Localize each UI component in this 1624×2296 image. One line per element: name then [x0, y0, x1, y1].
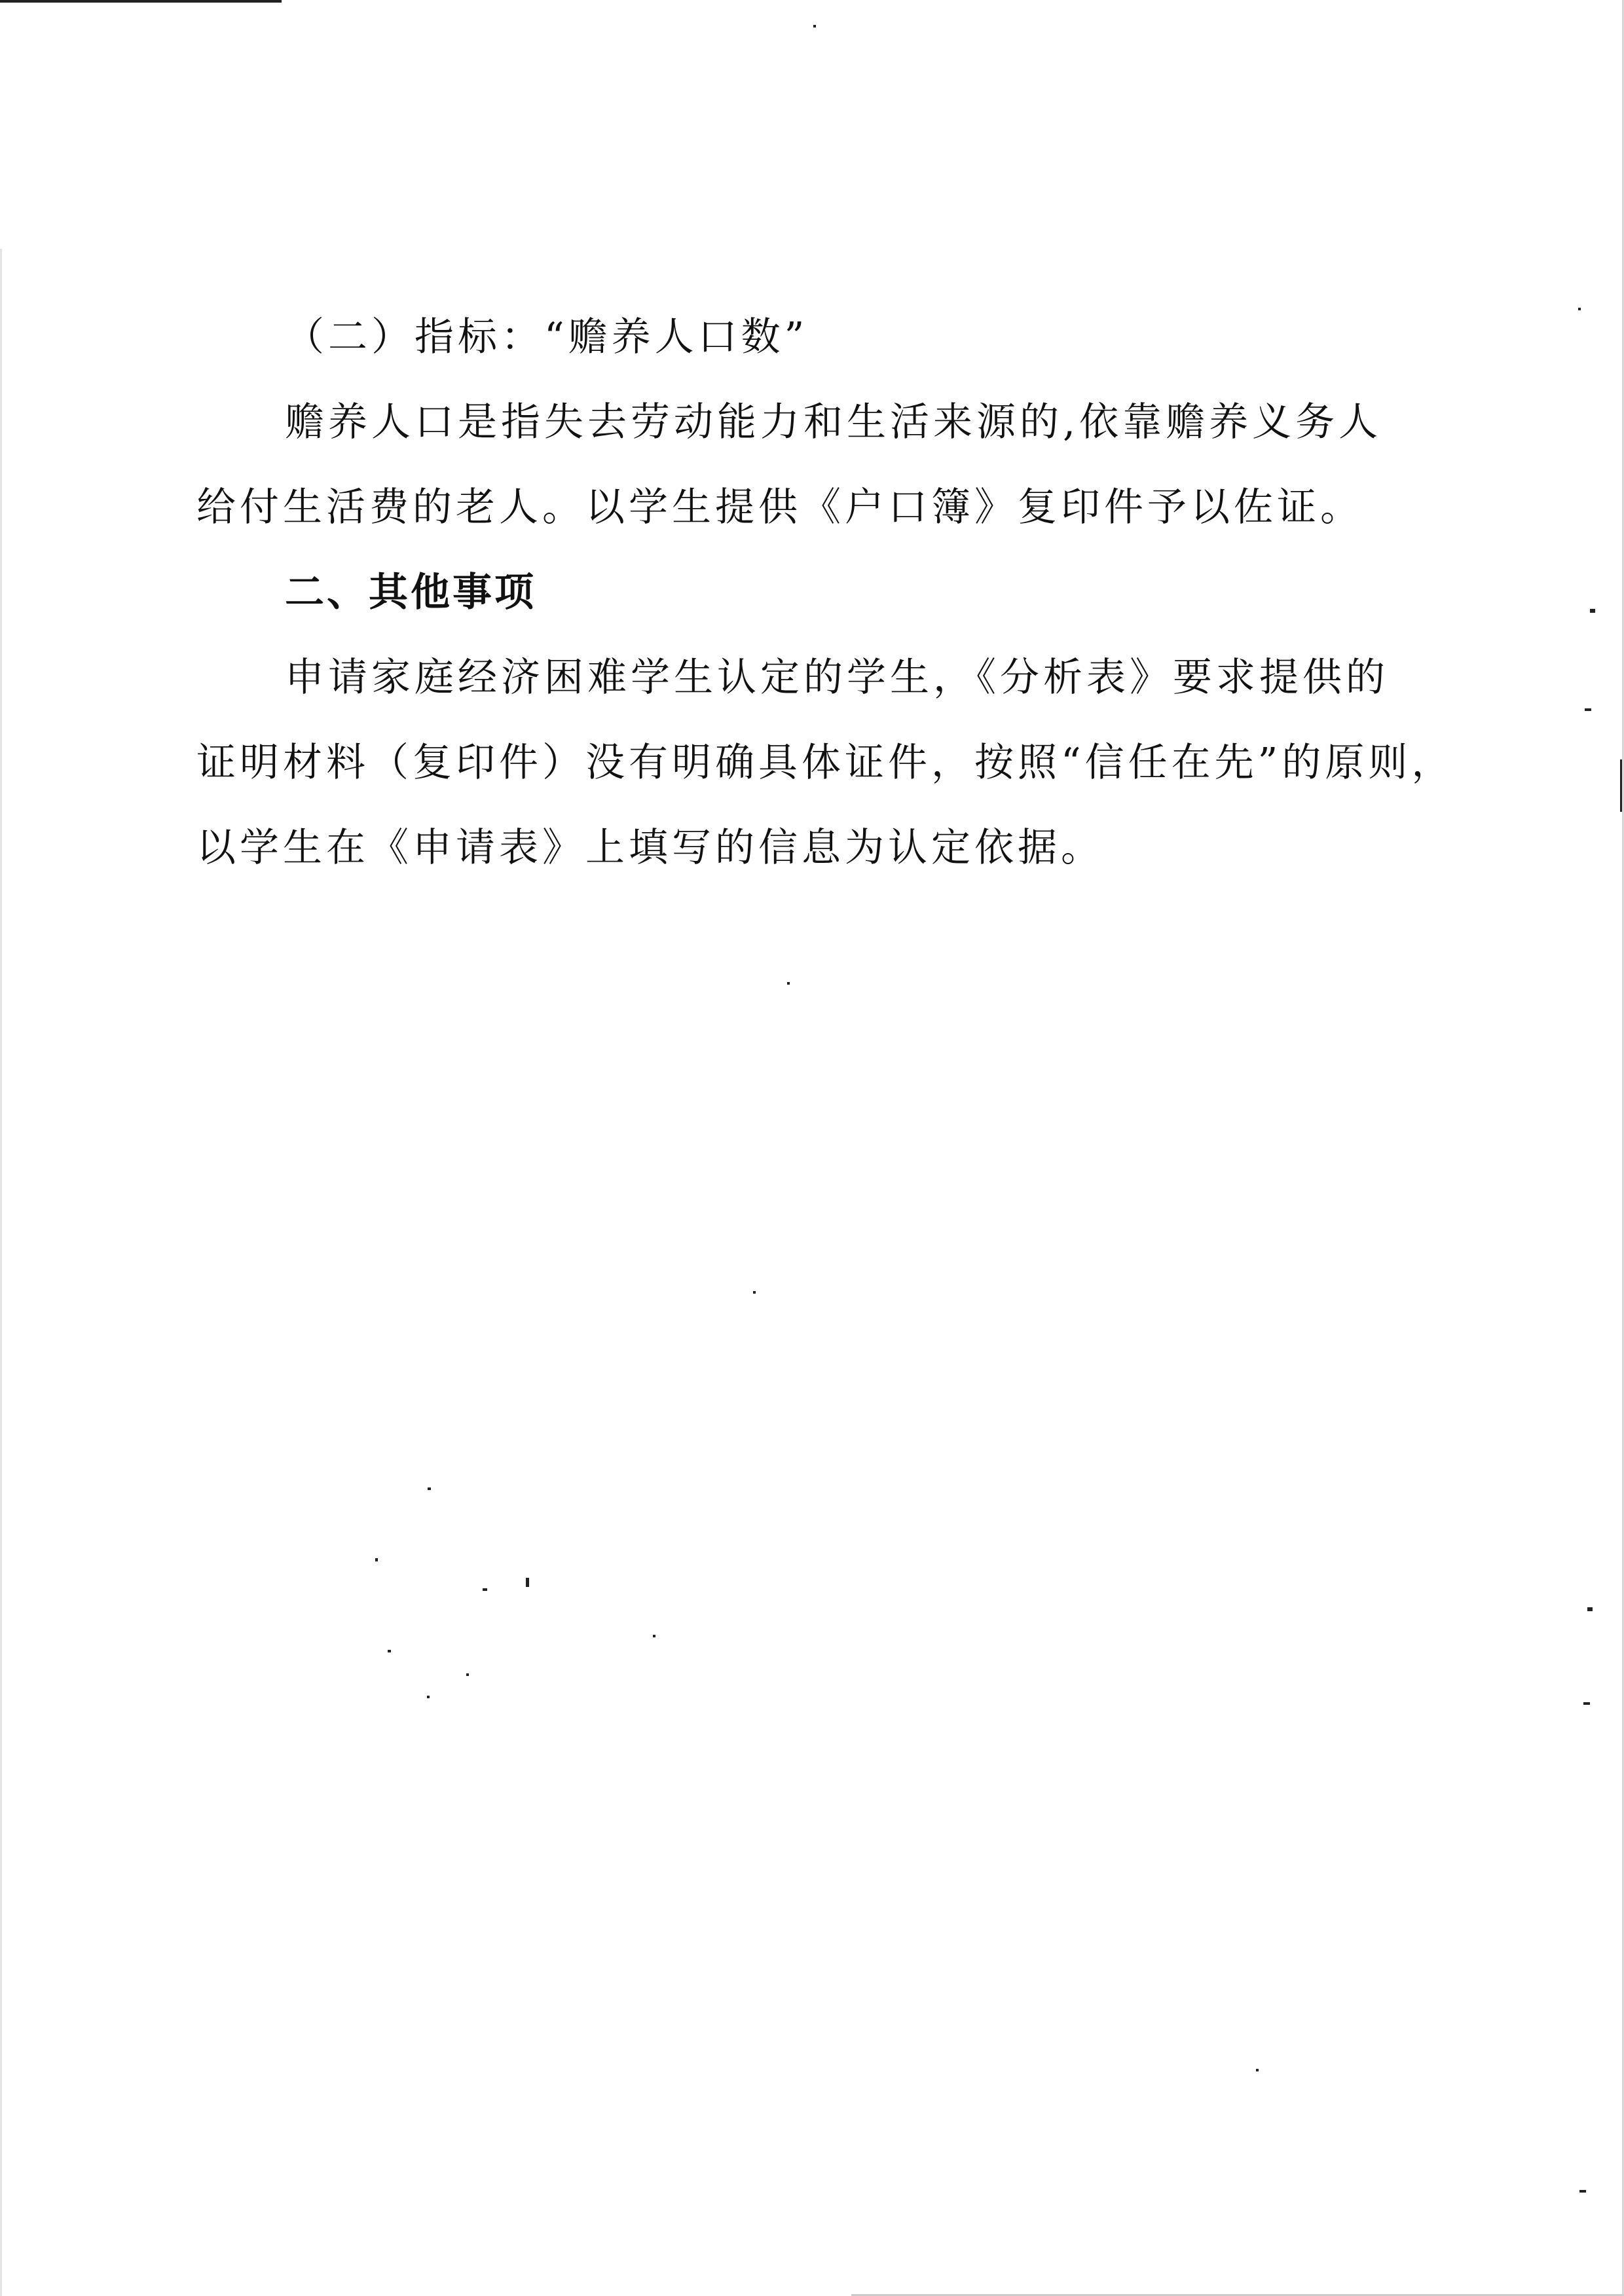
paragraph-line: 申请家庭经济困难学生认定的学生，《分析表》要求提供的 — [285, 655, 1389, 701]
scan-speck — [753, 1291, 756, 1294]
scan-speck — [427, 1696, 430, 1698]
section-heading: 二、其他事项 — [285, 570, 536, 615]
subheading-indicator: （二）指标：“赡养人口数” — [285, 314, 809, 360]
scan-speck — [1583, 1702, 1590, 1705]
scan-speck — [1579, 2190, 1586, 2193]
scan-speck — [1585, 708, 1591, 711]
scan-speck — [1256, 2069, 1259, 2071]
paragraph-line: 证明材料（复印件）没有明确具体证件，按照“信任在先”的原则， — [196, 740, 1455, 786]
scan-speck — [428, 1487, 431, 1490]
scan-speck — [813, 25, 816, 27]
scan-speck — [466, 1673, 469, 1676]
scan-speck — [1578, 308, 1581, 310]
scan-speck — [1590, 609, 1595, 613]
scan-speck — [1620, 759, 1622, 812]
paragraph-line: 给付生活费的老人。以学生提供《户口簿》复印件予以佐证。 — [196, 484, 1363, 530]
scan-speck — [653, 1635, 655, 1637]
scan-speck — [1587, 1607, 1593, 1611]
scan-edge-top — [0, 0, 282, 3]
document-body — [196, 295, 1455, 890]
scan-speck — [526, 1578, 529, 1587]
scan-speck — [787, 982, 790, 985]
scan-speck — [375, 1558, 378, 1561]
scan-speck — [388, 1650, 391, 1652]
scan-edge-left — [0, 249, 2, 2296]
scan-speck — [483, 1588, 487, 1591]
paragraph-line: 赡养人口是指失去劳动能力和生活来源的,依靠赡养义务人 — [285, 399, 1382, 445]
paragraph-line: 以学生在《申请表》上填写的信息为认定依据。 — [196, 825, 1104, 871]
